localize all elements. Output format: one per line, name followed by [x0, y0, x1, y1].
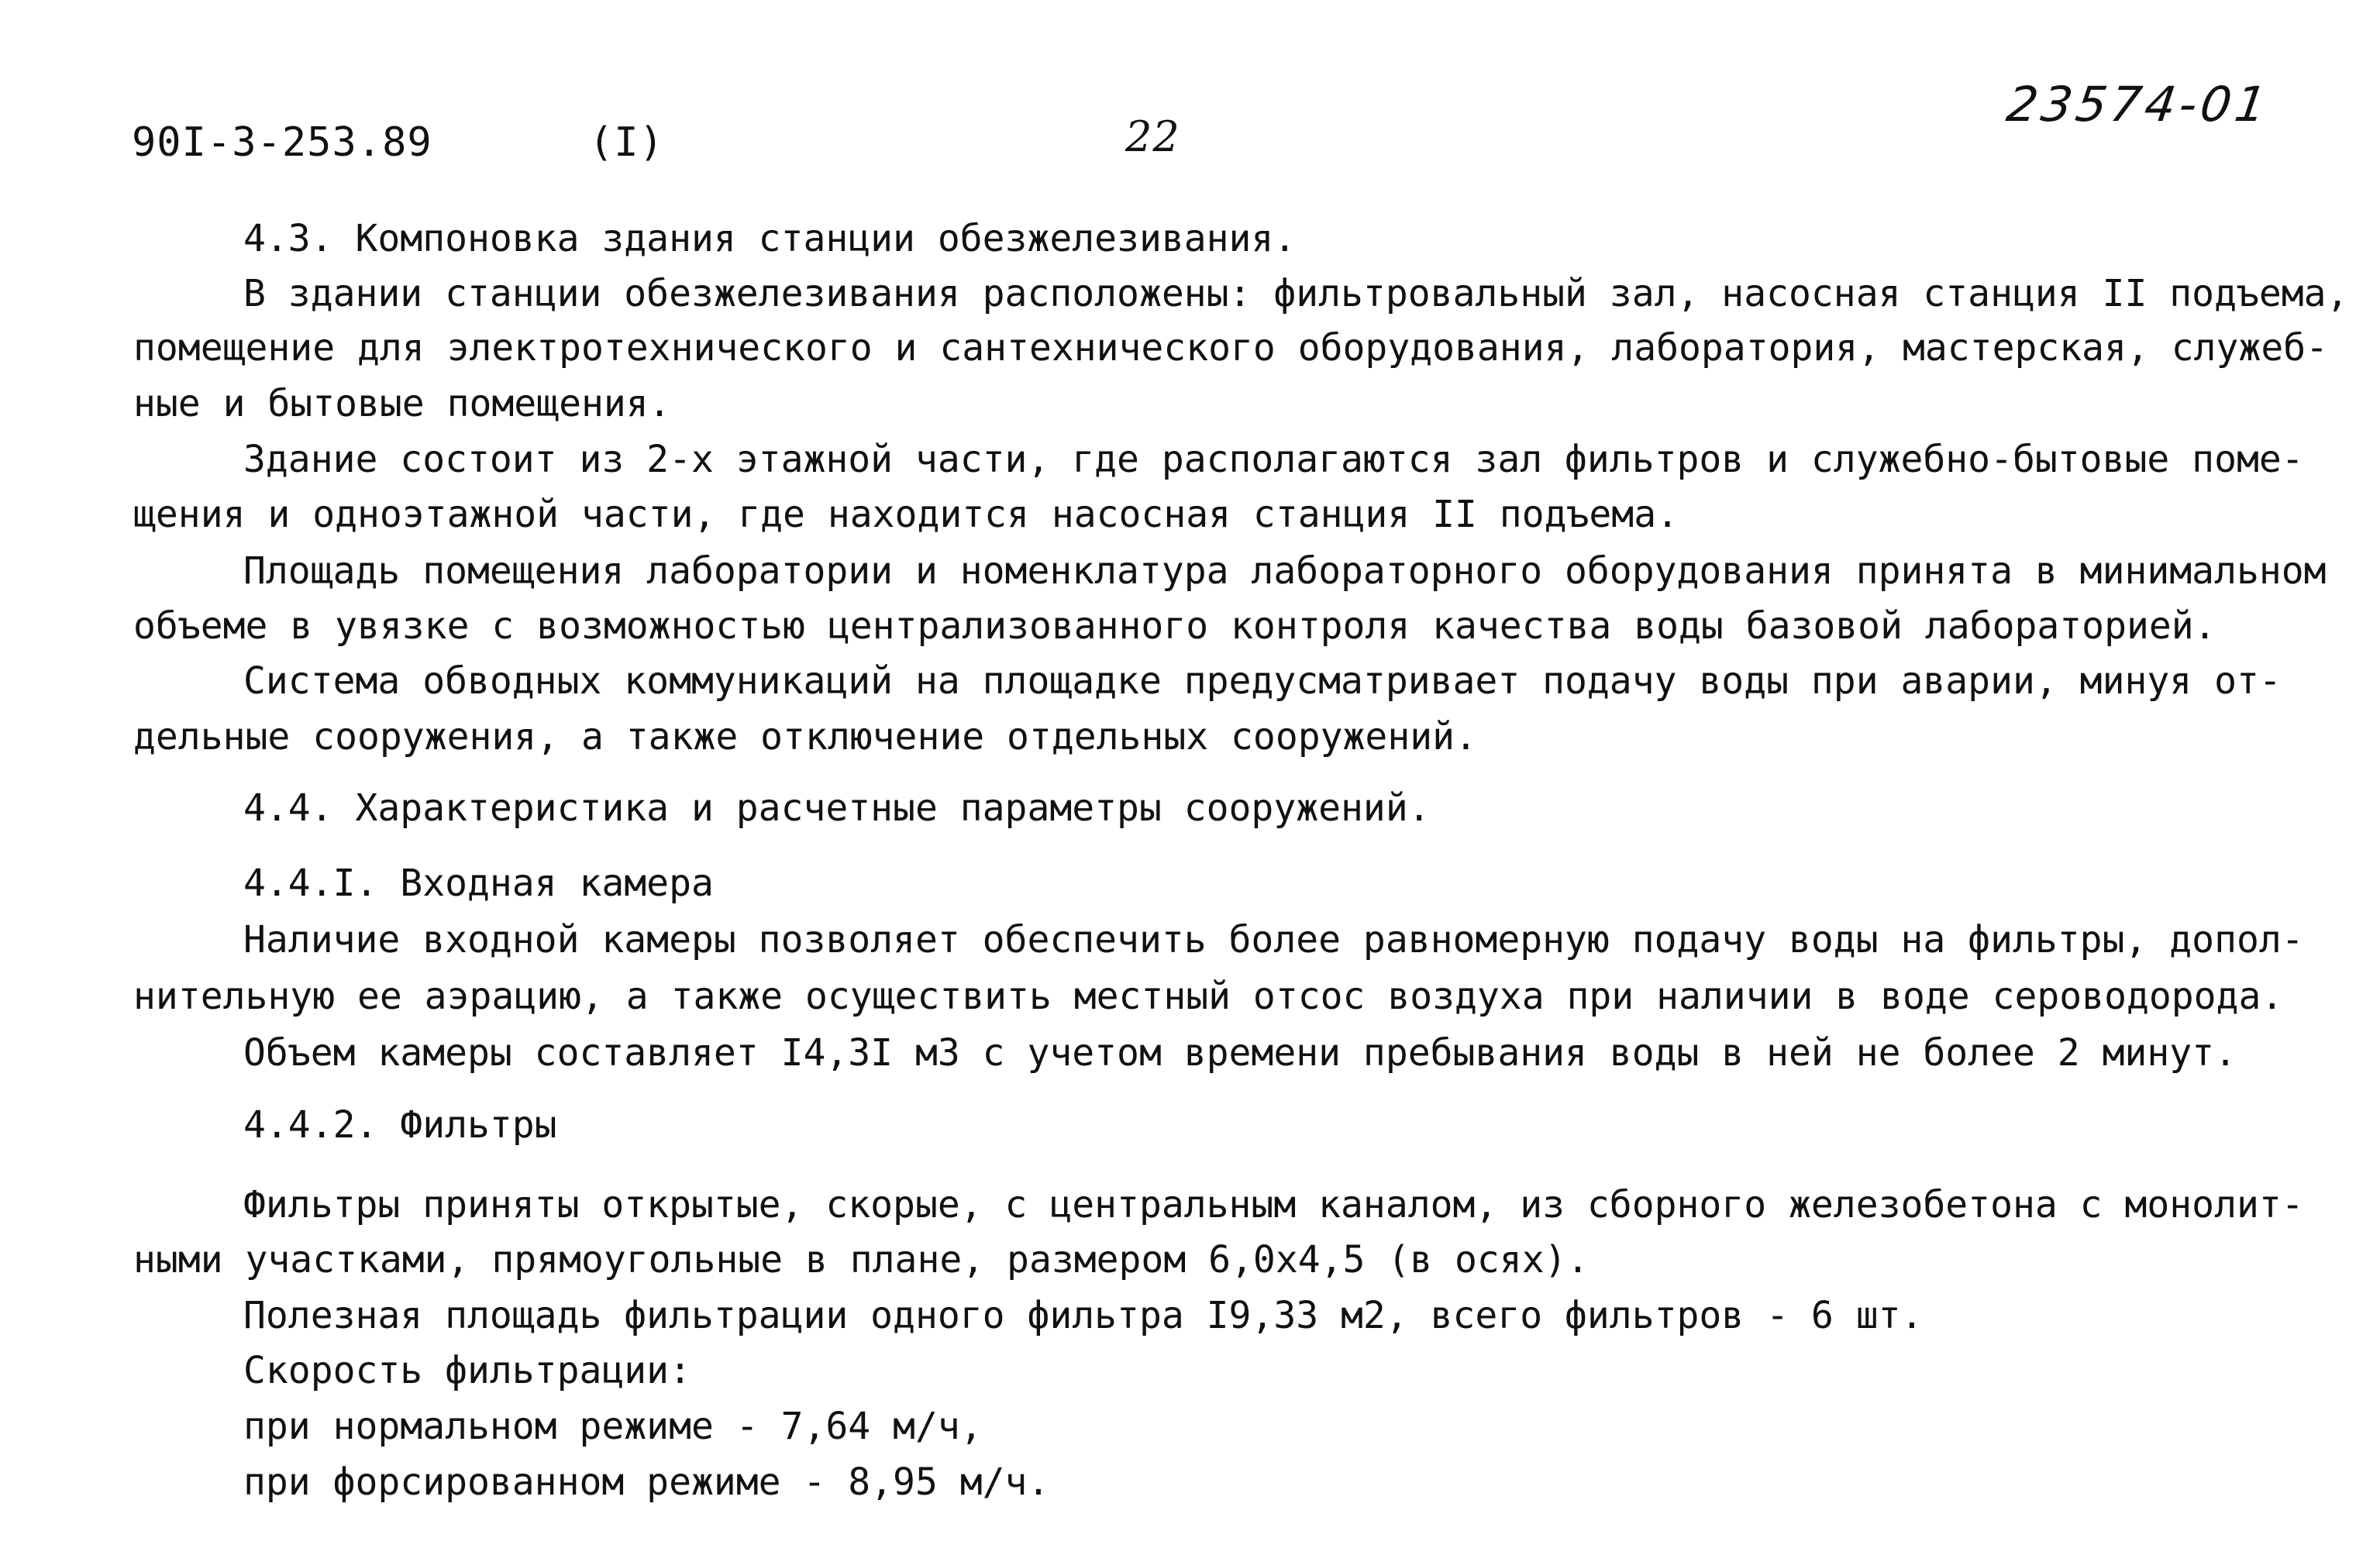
document-part: (I) [589, 119, 664, 166]
text-line: щения и одноэтажной части, где находится насосная станция II подъема. [133, 493, 1679, 536]
text-line: Площадь помещения лаборатории и номенклатура лабораторного оборудования принята в минимальном [243, 549, 2327, 593]
text-line: Скорость фильтрации: [243, 1349, 691, 1392]
text-line: ными участками, прямоугольные в плане, размером 6,0х4,5 (в осях). [133, 1238, 1590, 1281]
document-code: 90I-3-253.89 [132, 119, 432, 166]
section-heading-4-3: 4.3. Компоновка здания станции обезжелезивания. [243, 217, 1297, 260]
text-line: объеме в увязке с возможностью централизованного контроля качества воды базовой лабораторией. [133, 604, 2216, 648]
text-line: Фильтры приняты открытые, скорые, с центральным каналом, из сборного железобетона с монолит- [243, 1183, 2304, 1226]
text-line: помещение для электротехнического и сантехнического оборудования, лаборатория, мастерская, служеб- [133, 326, 2329, 370]
text-line: Наличие входной камеры позволяет обеспечить более равномерную подачу воды на фильтры, допол- [243, 918, 2304, 962]
text-line: при форсированном режиме - 8,95 м/ч. [243, 1460, 1050, 1504]
text-line: при нормальном режиме - 7,64 м/ч, [243, 1405, 983, 1448]
text-line: Здание состоит из 2-х этажной части, где располагаются зал фильтров и служебно-бытовые поме- [243, 438, 2304, 481]
page-number: 22 [1125, 112, 1180, 161]
text-line: ные и бытовые помещения. [133, 382, 671, 425]
text-line: Система обводных коммуникаций на площадке предусматривает подачу воды при аварии, минуя от- [243, 659, 2282, 703]
text-line: Объем камеры составляет I4,3I м3 с учетом времени пребывания воды в ней не более 2 минут. [243, 1031, 2237, 1075]
text-line: Полезная площадь фильтрации одного фильтра I9,33 м2, всего фильтров - 6 шт. [243, 1294, 1924, 1337]
text-line: нительную ее аэрацию, а также осуществить местный отсос воздуха при наличии в воде сероводорода. [133, 975, 2284, 1018]
archive-number: 23574-01 [2003, 76, 2274, 132]
text-line: дельные сооружения, а также отключение отдельных сооружений. [133, 715, 1477, 759]
text-line: В здании станции обезжелезивания расположены: фильтровальный зал, насосная станция II подъема, [243, 272, 2349, 315]
subsection-heading-4-4-1: 4.4.I. Входная камера [243, 862, 714, 905]
section-heading-4-4: 4.4. Характеристика и расчетные параметры сооружений. [243, 786, 1431, 830]
subsection-heading-4-4-2: 4.4.2. Фильтры [243, 1103, 557, 1147]
